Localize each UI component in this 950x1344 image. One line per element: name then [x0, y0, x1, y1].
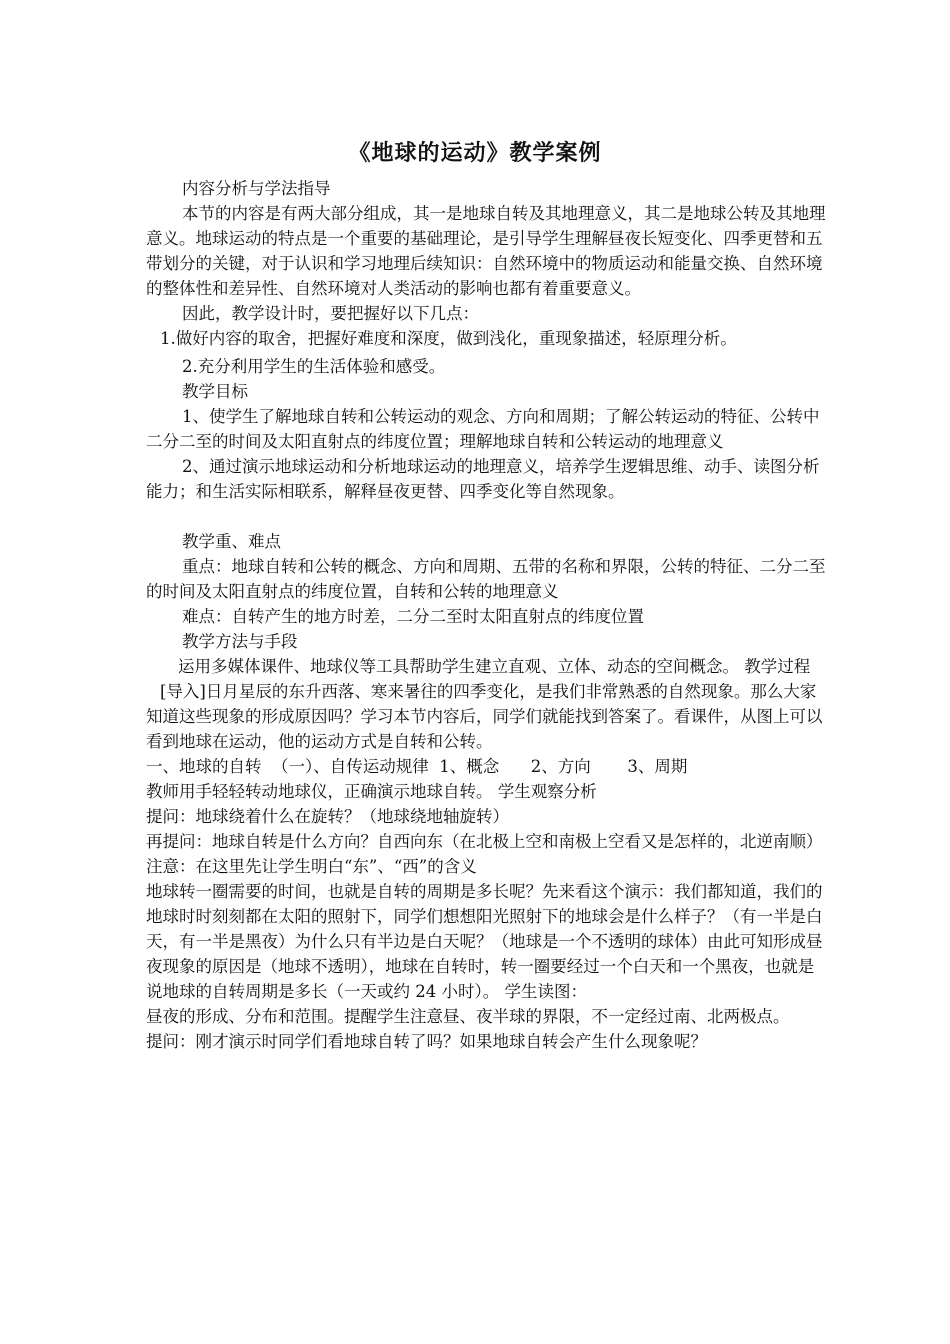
- paragraph-key-points: 重点：地球自转和公转的概念、方向和周期、五带的名称和界限，公转的特征、二分二至的时间及太阳直射点的纬度位置，自转和公转的地理意义: [146, 557, 826, 601]
- paragraph-question-1: 提问：地球绕着什么在旋转？（地球绕地轴旋转）: [146, 807, 509, 826]
- section-heading-rotation: 一、地球的自转 （一）、自传运动规律 1、概念 2、方向 3、周期: [146, 757, 688, 776]
- paragraph-objective-2: 2、通过演示地球运动和分析地球运动的地理意义，培养学生逻辑思维、动手、读图分析能力；和生活实际相联系，解释昼夜更替、四季变化等自然现象。: [146, 457, 820, 501]
- paragraph-difficulties: 难点：自转产生的地方时差，二分二至时太阳直射点的纬度位置: [182, 607, 644, 626]
- paragraph-note: 注意：在这里先让学生明白“东”、“西”的含义: [146, 857, 477, 876]
- paragraph-question-2: 再提问：地球自转是什么方向？自西向东（在北极上空和南极上空看又是怎样的，北逆南顺）: [146, 832, 823, 851]
- section-heading-key-points: 教学重、难点: [182, 532, 281, 551]
- section-heading-methods: 教学方法与手段: [182, 632, 298, 651]
- document-title: 《地球的运动》教学案例: [348, 141, 602, 166]
- paragraph-rotation-period: 地球转一圈需要的时间，也就是自转的周期是多长呢？先来看这个演示：我们都知道，我们的地球时时刻刻都在太阳的照射下，同学们想想阳光照射下的地球会是什么样子？（有一半是白天，有一半是黑夜）为什么只有半边是白天呢？（地球是一个不透明的球体）由此可知形成昼夜现象的原因是（地球不透明），地球在自转时，转一圈要经过一个白天和一个黑夜，也就是说地球的自转周期是多长（一天或约 24 小时）。 学生读图：: [146, 882, 823, 1001]
- paragraph-design-points: 因此，教学设计时，要把握好以下几点：: [182, 304, 479, 323]
- blank-line: [146, 504, 826, 529]
- document-body: [146, 176, 826, 1054]
- list-item-point-1: 1.做好内容的取舍，把握好难度和深度，做到浅化，重现象描述，轻原理分析。: [160, 329, 737, 348]
- paragraph-question-3: 提问：刚才演示时同学们看地球自转了吗？如果地球自转会产生什么现象呢？: [146, 1032, 707, 1051]
- section-heading-content-analysis: 内容分析与学法指导: [182, 179, 331, 198]
- paragraph-objective-1: 1、使学生了解地球自转和公转运动的观念、方向和周期；了解公转运动的特征、公转中二分二至的时间及太阳直射点的纬度位置；理解地球自转和公转运动的地理意义: [146, 407, 820, 451]
- section-heading-objectives: 教学目标: [182, 382, 248, 401]
- paragraph-methods: 运用多媒体课件、地球仪等工具帮助学生建立直观、立体、动态的空间概念。 教学过程: [178, 657, 811, 676]
- list-item-point-2: 2.充分利用学生的生活体验和感受。: [182, 357, 446, 376]
- paragraph-day-night: 昼夜的形成、分布和范围。提醒学生注意昼、夜半球的界限，不一定经过南、北两极点。: [146, 1007, 790, 1026]
- paragraph-introduction: [导入]日月星辰的东升西落、寒来暑往的四季变化，是我们非常熟悉的自然现象。那么大家知道这些现象的形成原因吗？学习本节内容后，同学们就能找到答案了。看课件，从图上可以看到地球在运动，他的运动方式是自转和公转。: [146, 682, 823, 751]
- paragraph-content-analysis: 本节的内容是有两大部分组成，其一是地球自转及其地理意义，其二是地球公转及其地理意义。地球运动的特点是一个重要的基础理论，是引导学生理解昼夜长短变化、四季更替和五带划分的关键，对于认识和学习地理后续知识：自然环境中的物质运动和能量交换、自然环境的整体性和差异性、自然环境对人类活动的影响也都有着重要意义。: [146, 204, 826, 298]
- paragraph-demonstration: 教师用手轻轻转动地球仪，正确演示地球自转。 学生观察分析: [146, 782, 597, 801]
